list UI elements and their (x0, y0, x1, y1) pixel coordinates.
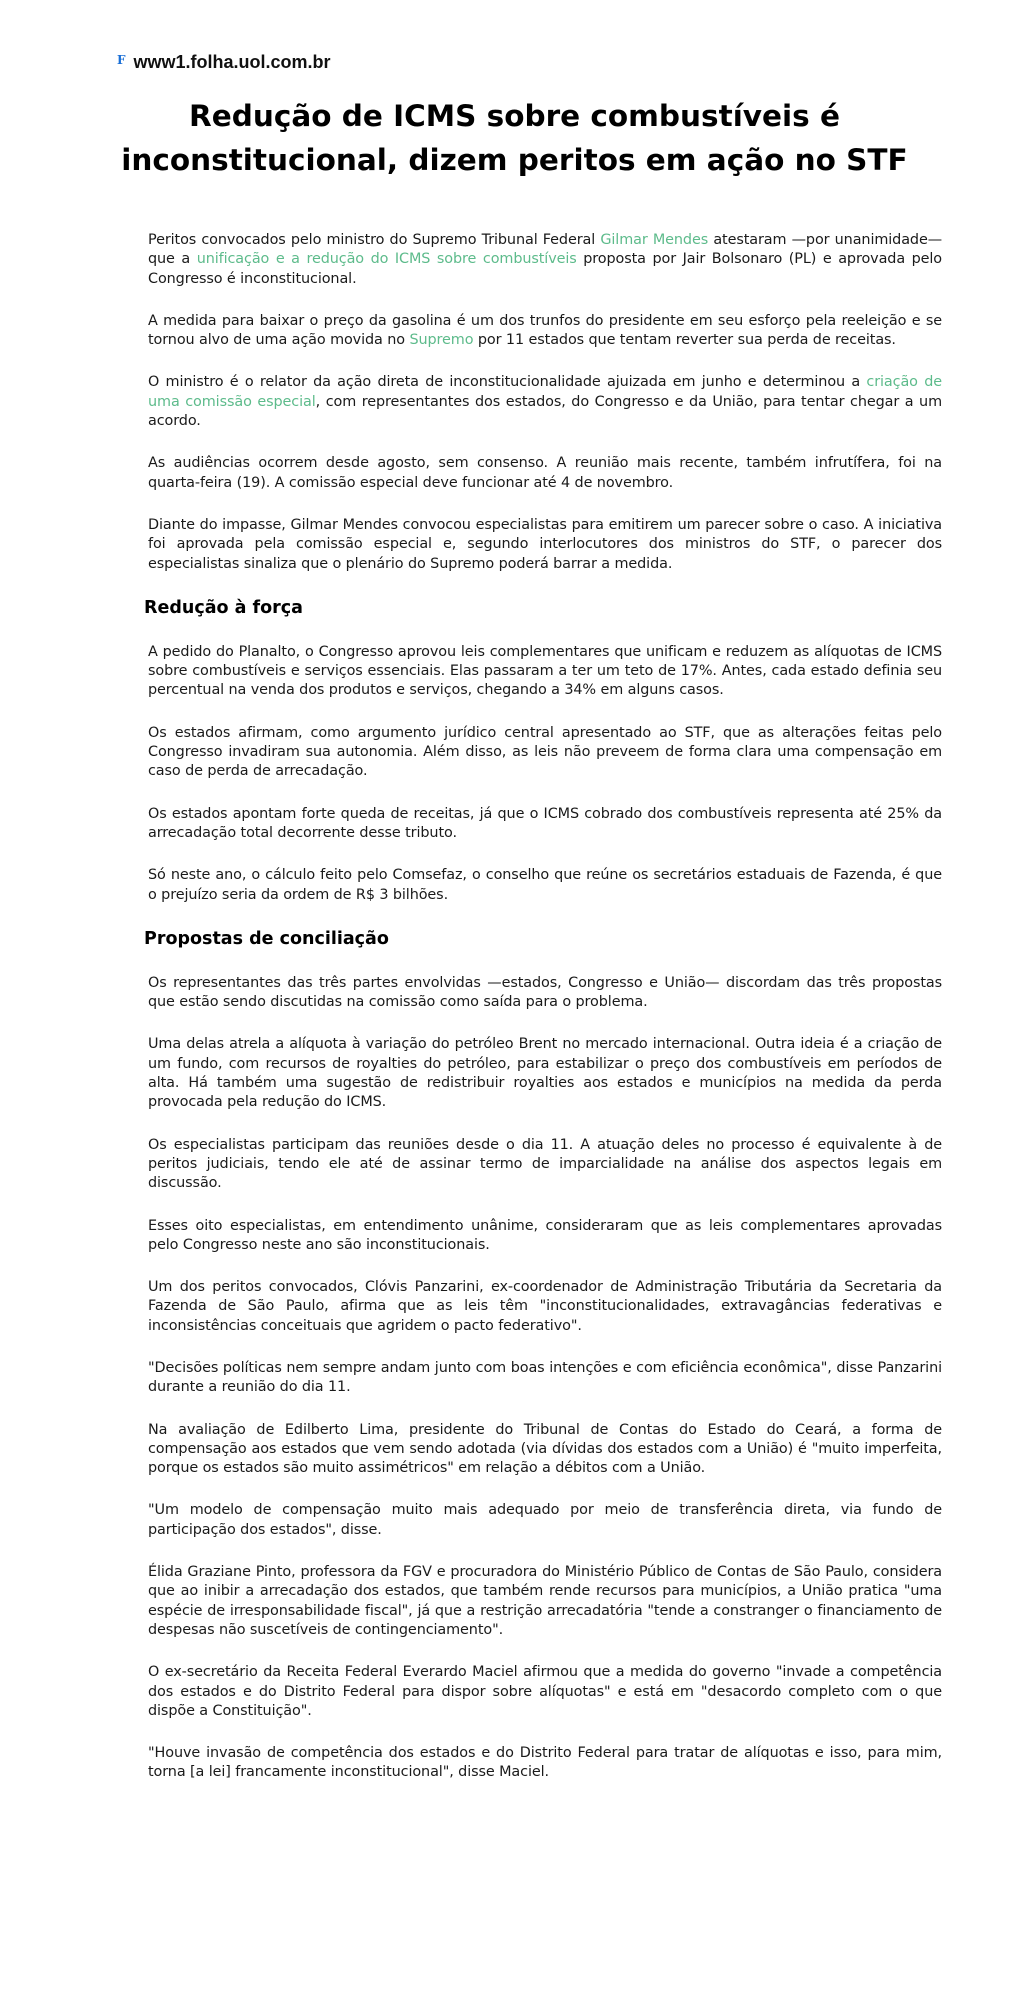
paragraph: O ex-secretário da Receita Federal Everardo Maciel afirmou que a medida do governo "invade a competência dos estados e do Distrito Federal para dispor sobre alíquotas" e está em "desacordo completo com o que dispõe a Constituição". (148, 1664, 942, 1719)
paragraph: "Houve invasão de competência dos estados e do Distrito Federal para tratar de alíquotas e isso, para mim, torna [a lei] francamente inconstitucional", disse Maciel. (148, 1745, 942, 1781)
paragraph: As audiências ocorrem desde agosto, sem consenso. A reunião mais recente, também infrutífera, foi na quarta-feira (19). A comissão especial deve funcionar até 4 de novembro. (148, 455, 942, 491)
paragraph: Só neste ano, o cálculo feito pelo Comsefaz, o conselho que reúne os secretários estaduais de Fazenda, é que o prejuízo seria da ordem de R$ 3 bilhões. (148, 867, 942, 903)
link-supremo[interactable]: Supremo (409, 332, 474, 349)
article-title: Redução de ICMS sobre combustíveis é inconstitucional, dizem peritos em ação no STF (121, 99, 908, 177)
link-comissao-especial[interactable]: criação de uma comissão especial (148, 374, 942, 410)
paragraph (148, 312, 942, 351)
paragraph-text: , com representantes dos estados, do Congresso e da União, para tentar chegar a um acordo. (148, 393, 942, 430)
link-unificacao-icms[interactable]: unificação e a redução do ICMS sobre combustíveis (196, 251, 577, 268)
paragraph: Na avaliação de Edilberto Lima, presidente do Tribunal de Contas do Estado do Ceará, a forma de compensação aos estados que vem sendo adotada (via dívidas dos estados com a União) é "muito imperfeita, porque os estados são muito assimétricos" em relação a débitos com a União. (148, 1421, 942, 1477)
folha-favicon-icon: F (117, 52, 126, 67)
paragraph: Élida Graziane Pinto, professora da FGV e procuradora do Ministério Público de Contas de São Paulo, considera que ao inibir a arrecadação dos estados, que também rende recursos para municípios, a União pratica "uma espécie de irresponsabilidade fiscal", já que a restrição arrecadatória "tende a constranger o financiamento de despesas não suscetíveis de contingenciamento". (148, 1564, 942, 1638)
link-gilmar-mendes[interactable]: Gilmar Mendes (600, 232, 709, 248)
section-heading-reducao: Redução à força (144, 597, 303, 618)
paragraph: Diante do impasse, Gilmar Mendes convocou especialistas para emitirem um parecer sobre o caso. A iniciativa foi aprovada pela comissão especial e, segundo interlocutores dos ministros do STF, o parecer dos especialistas sinaliza que o plenário do Supremo poderá barrar a medida. (148, 516, 942, 572)
paragraph-text: por 11 estados que tentam reverter sua perda de receitas. (473, 332, 896, 349)
paragraph: Um dos peritos convocados, Clóvis Panzarini, ex-coordenador de Administração Tributária da Secretaria da Fazenda de São Paulo, afirma que as leis têm "inconstitucionalidades, extravagâncias federativas e inconsistências conceituais que agridem o pacto federativo". (148, 1279, 942, 1334)
paragraph: A pedido do Planalto, o Congresso aprovou leis complementares que unificam e reduzem as alíquotas de ICMS sobre combustíveis e serviços essenciais. Elas passaram a ter um teto de 17%. Antes, cada estado definia seu percentual na venda dos produtos e serviços, chegando a 34% em alguns casos. (148, 643, 942, 699)
paragraph: Os estados apontam forte queda de receitas, já que o ICMS cobrado dos combustíveis representa até 25% da arrecadação total decorrente desse tributo. (148, 805, 942, 841)
paragraph: Os representantes das três partes envolvidas —estados, Congresso e União— discordam das três propostas que estão sendo discutidas na comissão como saída para o problema. (148, 974, 942, 1011)
paragraph-text: proposta por Jair Bolsonaro (PL) e aprovada pelo Congresso é inconstitucional. (148, 251, 943, 287)
paragraph (148, 373, 942, 431)
site-domain: www1.folha.uol.com.br (133, 52, 331, 72)
paragraph-text: Peritos convocados pelo ministro do Supremo Tribunal Federal (148, 232, 601, 248)
paragraph: Os especialistas participam das reuniões desde o dia 11. A atuação deles no processo é equivalente à de peritos judiciais, tendo ele até de assinar termo de imparcialidade na análise dos aspectos legais em discussão. (148, 1136, 942, 1192)
paragraph: Os estados afirmam, como argumento jurídico central apresentado ao STF, que as alterações feitas pelo Congresso invadiram sua autonomia. Além disso, as leis não preveem de forma clara uma compensação em caso de perda de arrecadação. (148, 724, 942, 780)
paragraph-text: A medida para baixar o preço da gasolina é um dos trunfos do presidente em seu esforço pela reeleição e se tornou alvo de uma ação movida no (148, 312, 942, 349)
paragraph: Uma delas atrela a alíquota à variação do petróleo Brent no mercado internacional. Outra ideia é a criação de um fundo, com recursos de royalties do petróleo, para estabilizar o preço dos combustíveis em períodos de alta. Há também uma sugestão de redistribuir royalties aos estados e municípios na medida da perda provocada pela redução do ICMS. (148, 1036, 942, 1111)
section-heading-propostas: Propostas de conciliação (144, 928, 389, 949)
paragraph (148, 231, 942, 289)
paragraph: "Decisões políticas nem sempre andam junto com boas intenções e com eficiência econômica", disse Panzarini durante a reunião do dia 11. (148, 1359, 942, 1396)
paragraph: Esses oito especialistas, em entendimento unânime, consideraram que as leis complementares aprovadas pelo Congresso neste ano são inconstitucionais. (148, 1217, 942, 1253)
paragraph: "Um modelo de compensação muito mais adequado por meio de transferência direta, via fundo de participação dos estados", disse. (148, 1502, 942, 1538)
paragraph-text: O ministro é o relator da ação direta de inconstitucionalidade ajuizada em junho e determinou a (148, 374, 867, 391)
article-body (144, 231, 943, 1806)
paragraph-text: atestaram —por unanimidade— que a (148, 232, 942, 268)
site-header (117, 52, 331, 73)
